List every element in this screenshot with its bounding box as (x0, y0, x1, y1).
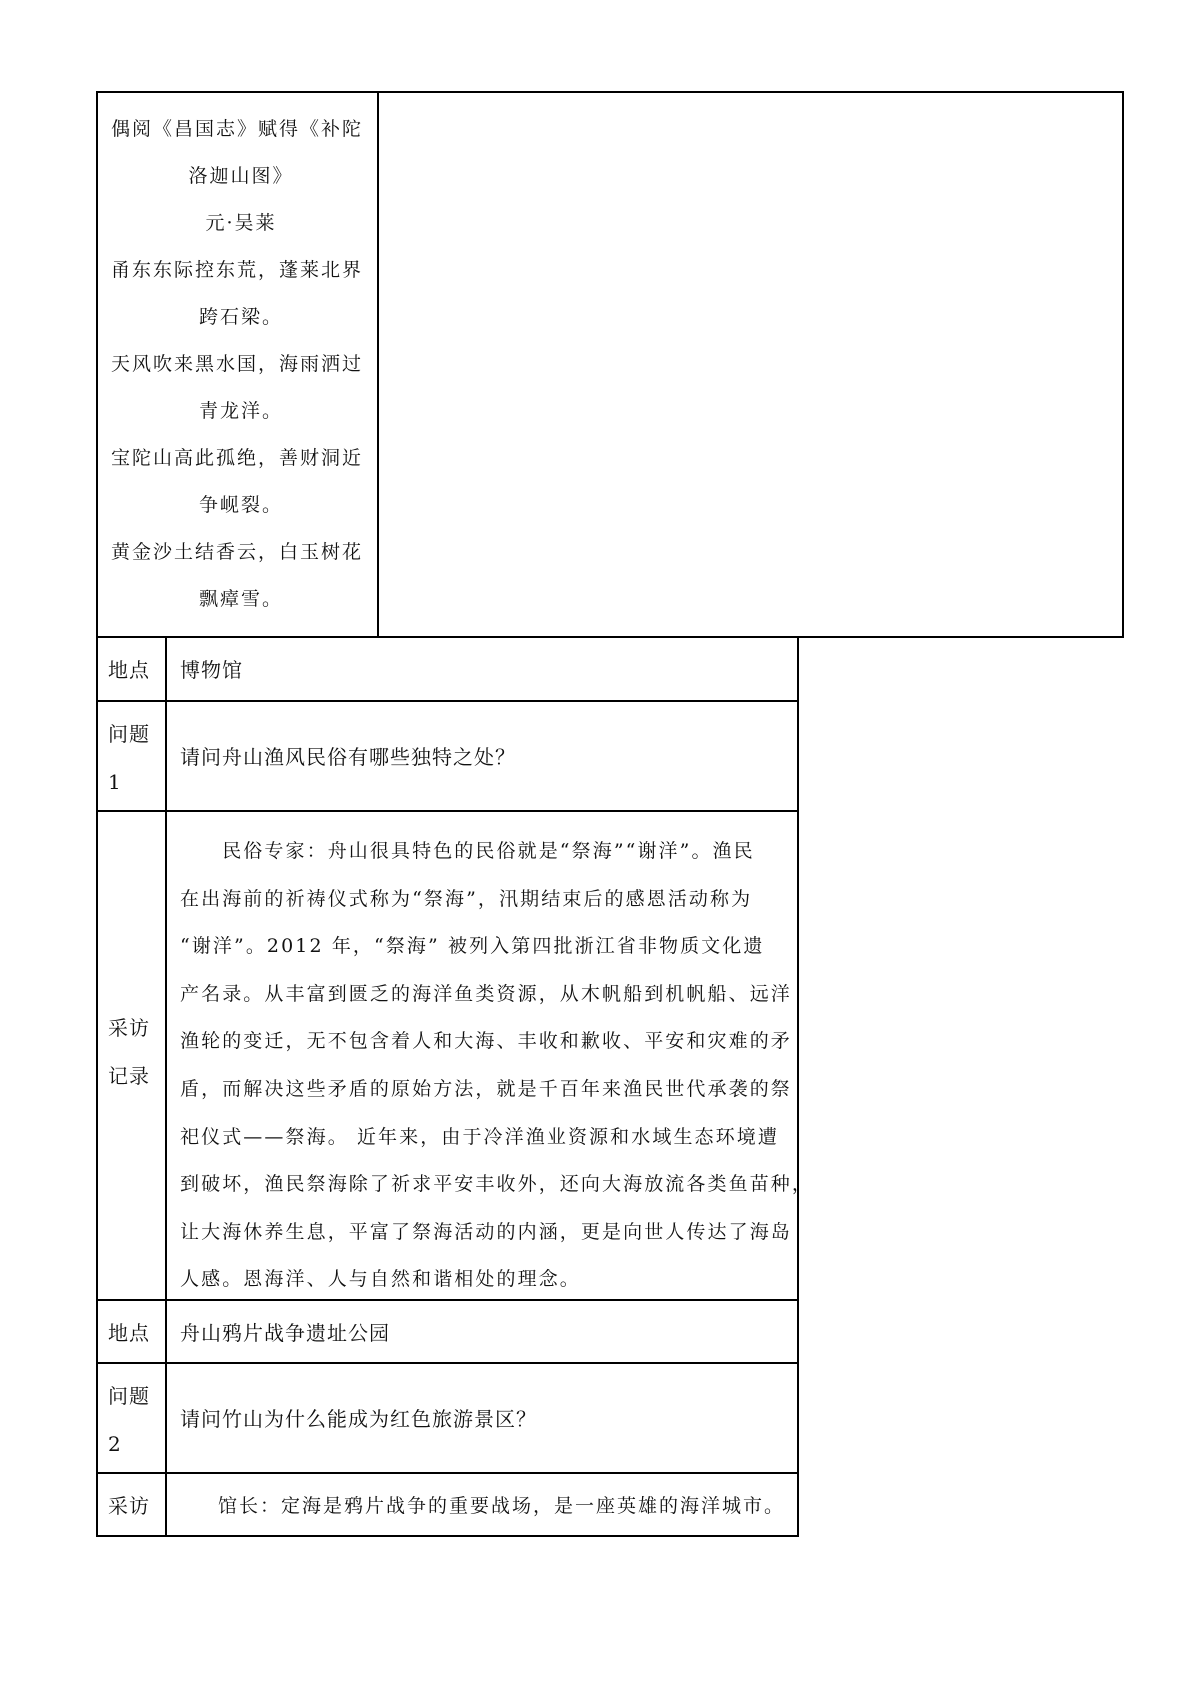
record-line: 在出海前的祈祷仪式称为“祭海”，汛期结束后的感恩活动称为 (180, 887, 753, 910)
place-value: 博物馆 (180, 658, 243, 682)
poem-title-line: 偶阅《昌国志》赋得《补陀 (111, 118, 364, 140)
poem-line: 天风吹来黑水国，海雨洒过 (111, 353, 364, 375)
poem-author: 元·吴莱 (205, 212, 277, 234)
record-line: 民俗专家：舟山很具特色的民俗就是“祭海”“谢洋”。渔民 (180, 840, 755, 862)
record-text (168, 816, 814, 1306)
table-border (96, 700, 799, 702)
record-label: 采访 (108, 1494, 150, 1518)
poem-line: 跨石梁。 (198, 306, 283, 328)
poem-line: 甬东东际控东荒，蓬莱北界 (111, 259, 364, 281)
poem-line: 青龙洋。 (198, 400, 283, 422)
place-label: 地点 (108, 658, 150, 682)
poem-title-line: 洛迦山图》 (188, 165, 294, 187)
table-border (96, 1472, 799, 1474)
question-label-text: 问题 (108, 722, 150, 746)
poem-line: 黄金沙土结香云，白玉树花 (111, 541, 364, 563)
question-label-number: 2 (108, 1432, 122, 1456)
record-line: “谢洋”。2012 年，“祭海” 被列入第四批浙江省非物质文化遗 (180, 935, 765, 958)
poem-line: 飘瘴雪。 (198, 588, 283, 610)
question-label-number: 1 (108, 770, 122, 794)
record-label-line: 采访 (108, 1016, 150, 1040)
question-value: 请问竹山为什么能成为红色旅游景区？ (180, 1407, 537, 1431)
record-line: 产名录。从丰富到匮乏的海洋鱼类资源，从木帆船到机帆船、远洋 (180, 982, 792, 1005)
poem-line: 争岘裂。 (198, 494, 283, 516)
place-value: 舟山鸦片战争遗址公园 (180, 1321, 390, 1345)
record-label-line: 记录 (108, 1064, 150, 1088)
question-label (98, 710, 165, 810)
question-label (98, 1372, 165, 1472)
record-line: 渔轮的变迁，无不包含着人和大海、丰收和歉收、平安和灾难的矛 (180, 1030, 792, 1053)
record-line: 盾，而解决这些矛盾的原始方法，就是千百年来渔民世代承袭的祭 (180, 1077, 792, 1100)
poem-line: 宝陀山高此孤绝，善财洞近 (111, 447, 364, 469)
table-border (96, 810, 799, 812)
record-line: 祀仪式——祭海。 近年来，由于冷洋渔业资源和水域生态环境遭 (180, 1125, 779, 1148)
place-label: 地点 (108, 1321, 150, 1345)
record-line: 让大海休养生息，平富了祭海活动的内涵，更是向世人传达了海岛 (180, 1220, 792, 1243)
record-line: 人感。恩海洋、人与自然和谐相处的理念。 (180, 1268, 581, 1291)
poem-cell (97, 92, 381, 640)
table-border (1122, 91, 1124, 638)
question-label-text: 问题 (108, 1384, 150, 1408)
question-value: 请问舟山渔风民俗有哪些独特之处？ (180, 745, 516, 769)
record-line: 到破坏，渔民祭海除了祈求平安丰收外，还向大海放流各类鱼苗种， (180, 1173, 814, 1196)
empty-cell (379, 93, 1122, 636)
record-text: 馆长：定海是鸦片战争的重要战场，是一座英雄的海洋城市。 (218, 1495, 786, 1517)
record-label (98, 1004, 165, 1104)
